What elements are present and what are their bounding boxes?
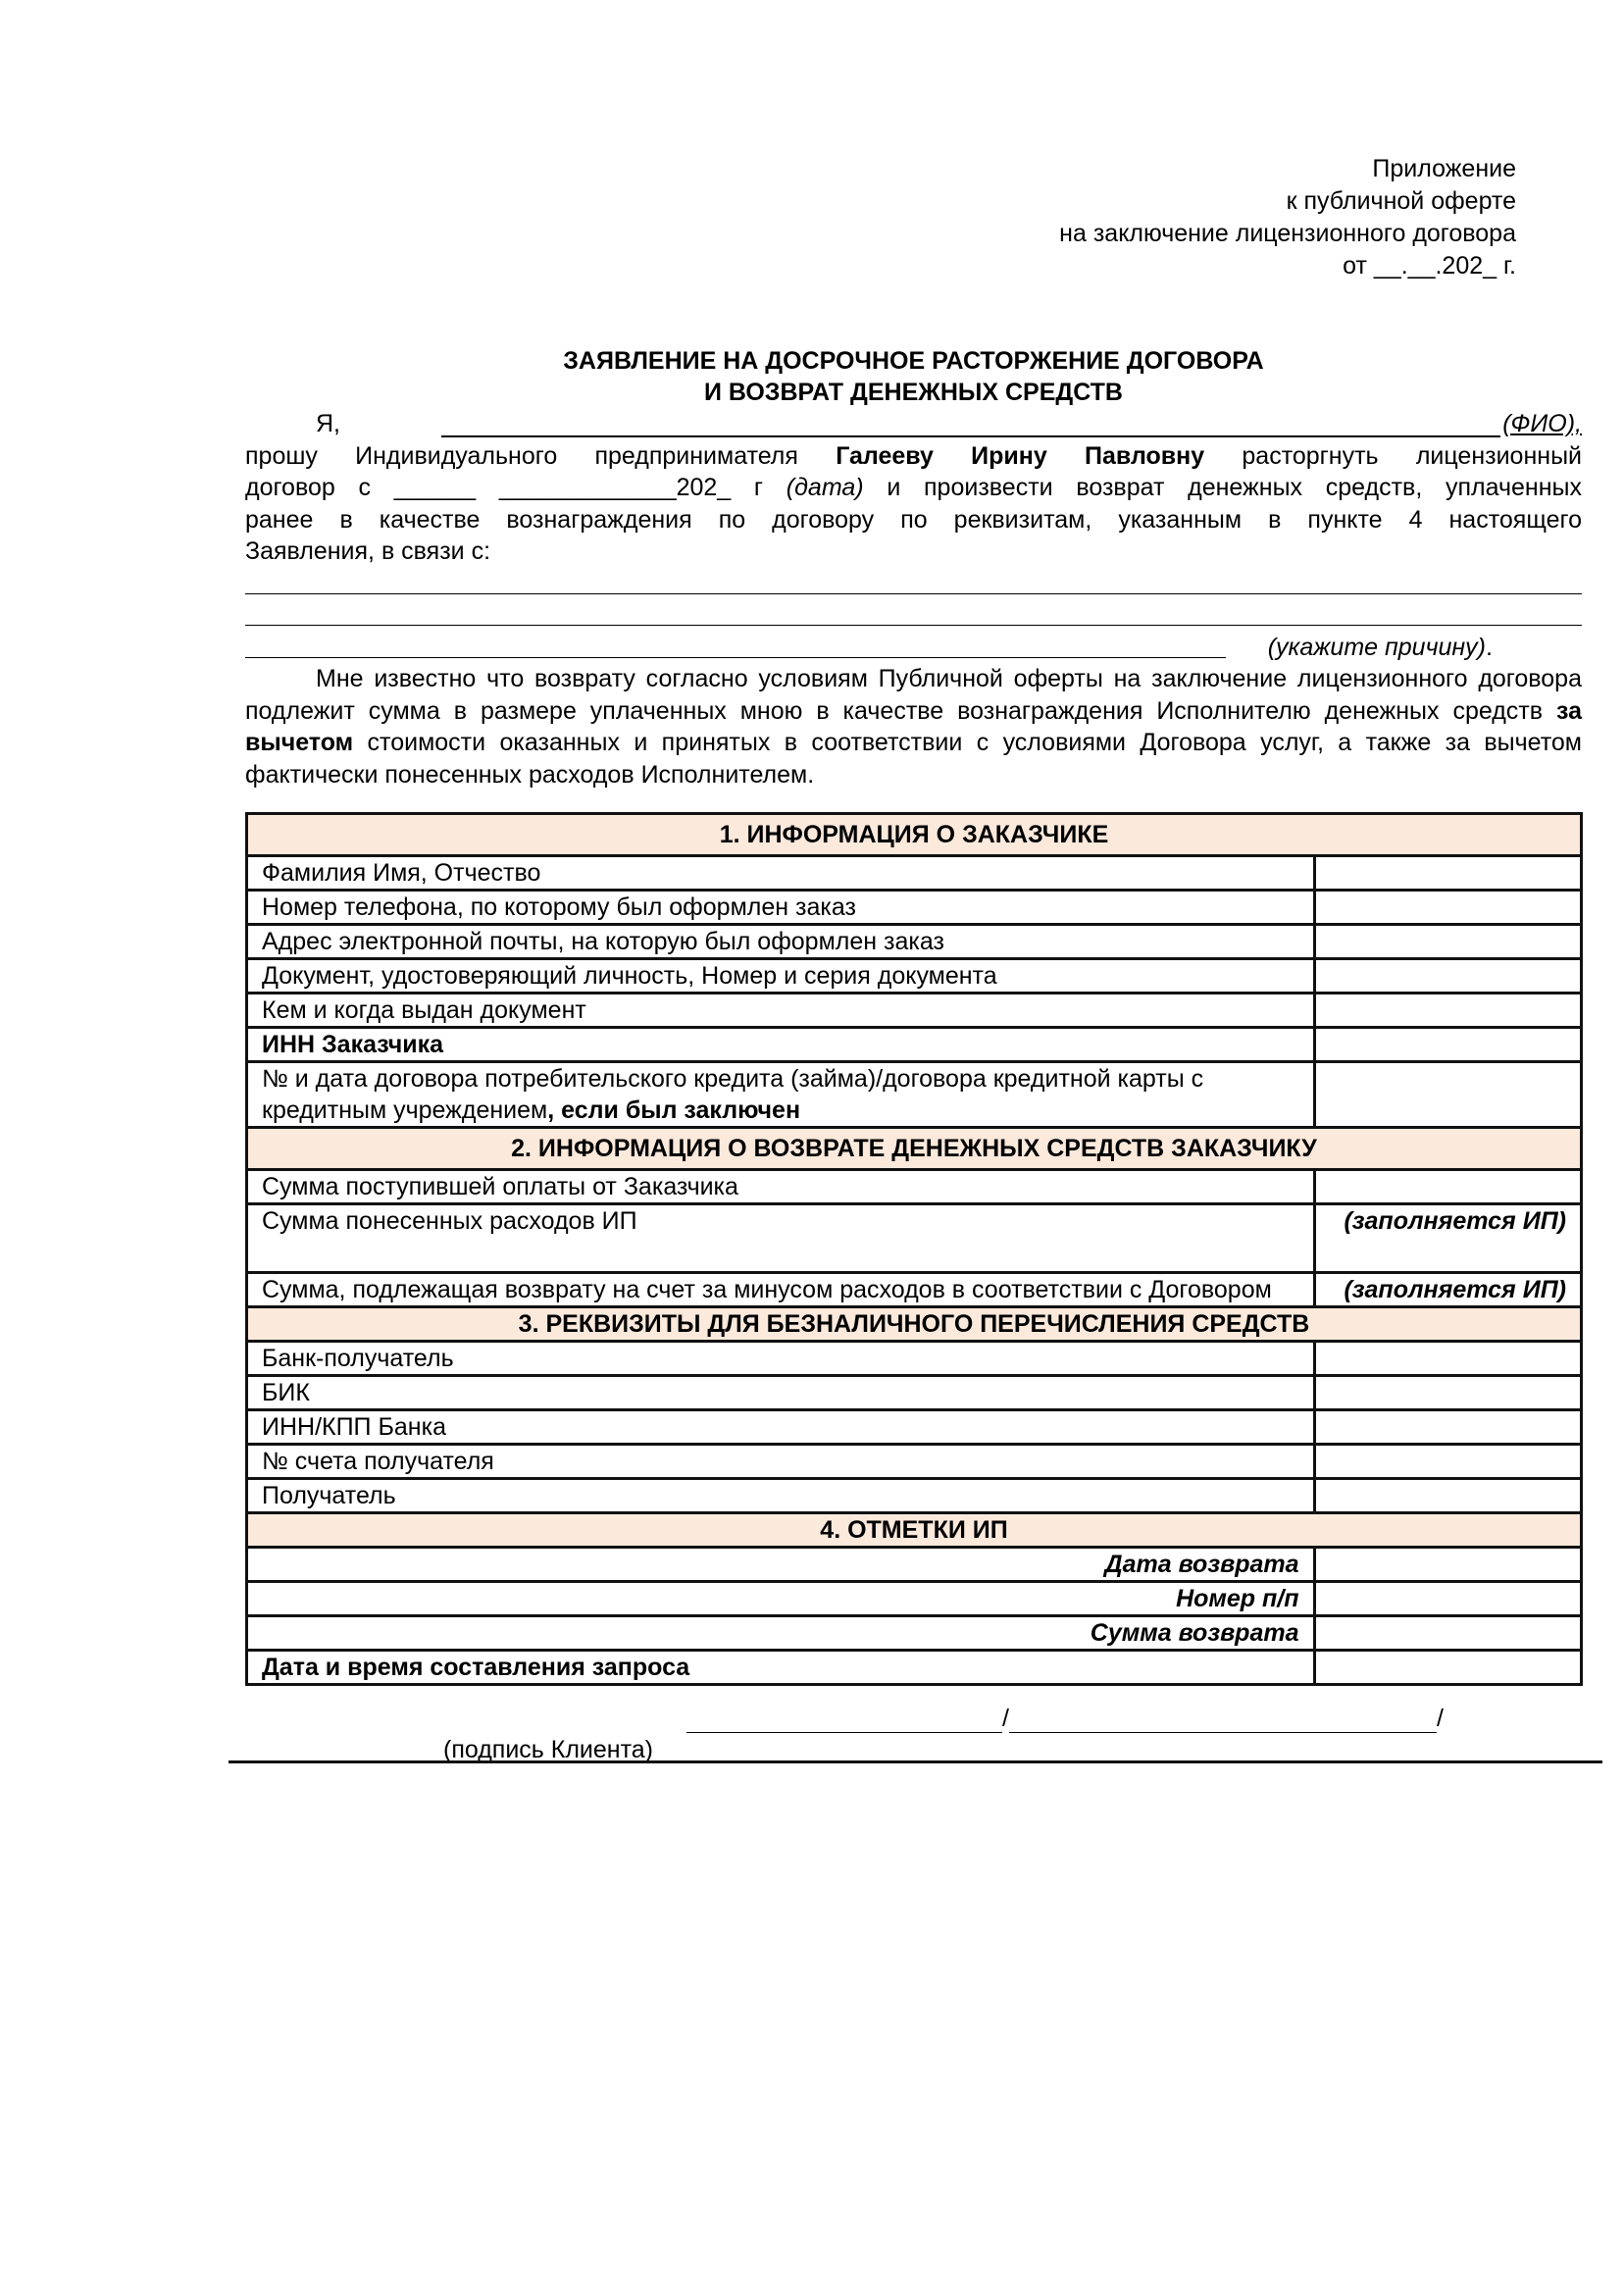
section-title: 4. ОТМЕТКИ ИП [247,1513,1582,1548]
row-label: Банк-получатель [247,1342,1315,1376]
text: стоимости оказанных и принятых в соответствии с условиями Договора услуг, а также за вычетом фактически понесенных расходов Исполнителем. [245,729,1582,789]
table-row [247,1170,1582,1204]
section-1-header [247,814,1582,856]
row-value[interactable] [1314,1616,1582,1651]
request-datetime-value[interactable] [1314,1651,1582,1685]
fio-line [245,408,1582,440]
annex-line-1: Приложение [1372,155,1516,182]
row-label: Сумма, подлежащая возврату на счет за минусом расходов в соответствии с Договором [247,1273,1315,1307]
row-value: (заполняется ИП) [1314,1273,1582,1307]
request-line-2 [245,472,1582,504]
table-row [247,994,1582,1028]
row-value[interactable] [1314,1410,1582,1445]
request-datetime-label: Дата и время составления запроса [247,1651,1315,1685]
row-value[interactable] [1314,1445,1582,1479]
title-line-2: И ВОЗВРАТ ДЕНЕЖНЫХ СРЕДСТВ [704,379,1123,406]
row-value[interactable] [1314,925,1582,959]
section-4-header [247,1513,1582,1548]
annex-line-3: на заключение лицензионного договора [1059,220,1516,247]
table-row [247,1028,1582,1062]
row-label: Дата возврата [247,1548,1315,1582]
table-row [247,891,1582,925]
row-label: Сумма возврата [247,1616,1315,1651]
signature-name-field[interactable] [1009,1707,1437,1733]
row-label: № счета получателя [247,1445,1315,1479]
table-row [247,1582,1582,1616]
table-row [247,1376,1582,1410]
section-title: 1. ИНФОРМАЦИЯ О ЗАКАЗЧИКЕ [247,814,1582,856]
table-row [247,1445,1582,1479]
annex-line-2: к публичной оферте [1286,187,1516,215]
bottom-divider [228,1760,1602,1763]
section-2-header [247,1128,1582,1170]
reason-input-1[interactable] [245,568,1582,600]
annex-header [1059,153,1516,282]
title-line-1: ЗАЯВЛЕНИЕ НА ДОСРОЧНОЕ РАСТОРЖЕНИЕ ДОГОВОРА [563,347,1264,375]
underline [245,657,1226,658]
table-row [247,1410,1582,1445]
reason-period: . [1486,633,1493,661]
row-label: Кем и когда выдан документ [247,994,1315,1028]
fio-input[interactable] [441,408,1582,437]
row-label: Сумма понесенных расходов ИП [247,1204,1315,1273]
underline [245,625,1582,626]
row-label: Получатель [247,1479,1315,1513]
underline [245,593,1582,594]
table-row [247,925,1582,959]
section-title: 2. ИНФОРМАЦИЯ О ВОЗВРАТЕ ДЕНЕЖНЫХ СРЕДСТВ ЗАКАЗЧИКУ [247,1128,1582,1170]
table-row [247,959,1582,994]
row-value[interactable] [1314,856,1582,891]
row-label: ИНН Заказчика [247,1028,1315,1062]
section-title: 3. РЕКВИЗИТЫ ДЛЯ БЕЗНАЛИЧНОГО ПЕРЕЧИСЛЕНИЯ СРЕДСТВ [247,1307,1582,1342]
contract-date-field[interactable]: договор с ______ _____________202_ г [245,474,787,501]
table-row [247,1616,1582,1651]
annex-line-4: от __.__.202_ г. [1343,252,1516,280]
table-row [247,1273,1582,1307]
row-label: Документ, удостоверяющий личность, Номер и серия документа [247,959,1315,994]
row-label: ИНН/КПП Банка [247,1410,1315,1445]
signature-separator-end: / [1436,1705,1444,1732]
request-line-3: ранее в качестве вознаграждения по договору по реквизитам, указанным в пункте 4 настоящего [245,505,1582,534]
signature-field[interactable] [686,1707,1002,1733]
row-value[interactable] [1314,891,1582,925]
table-row [247,1479,1582,1513]
document-title [245,345,1582,408]
row-value[interactable] [1314,1342,1582,1376]
signature-caption: (подпись Клиента) [443,1736,654,1763]
row-value[interactable] [1314,959,1582,994]
reason-input-2[interactable] [245,599,1582,632]
row-value[interactable] [1314,1376,1582,1410]
table-row [247,1651,1582,1685]
table-row [247,1342,1582,1376]
signature-line [686,1705,1444,1733]
date-hint: (дата) [786,474,864,501]
row-label: Сумма поступившей оплаты от Заказчика [247,1170,1315,1204]
row-label: Номер телефона, по которому был оформлен заказ [247,891,1315,925]
row-label: Адрес электронной почты, на которую был оформлен заказ [247,925,1315,959]
text: прошу Индивидуального предпринимателя [245,441,837,470]
row-value[interactable] [1314,1582,1582,1616]
row-value[interactable] [1314,1170,1582,1204]
table-row [247,1548,1582,1582]
text: расторгнуть лицензионный [1204,441,1582,470]
reason-hint: (укажите причину) [1267,633,1486,661]
application-form-table [245,812,1583,1686]
entrepreneur-name: Галееву Ирину Павловну [836,441,1205,470]
row-value[interactable] [1314,1062,1582,1128]
section-3-header [247,1307,1582,1342]
table-row [247,1062,1582,1128]
reason-input-3[interactable] [245,632,1582,664]
request-line-4: Заявления, в связи с: [245,537,491,565]
row-value[interactable] [1314,1548,1582,1582]
table-row [247,1204,1582,1273]
statement-body [245,408,1582,790]
text: и произвести возврат денежных средств, уплаченных [863,474,1582,501]
row-value[interactable] [1314,1028,1582,1062]
request-line-1 [245,440,1582,473]
text: Мне известно что возврату согласно условиям Публичной оферты на заключение лицензионного договора подлежит сумма в размере уплаченных мною в качестве вознаграждения Исполнителю денежных средств [245,665,1582,725]
signature-separator: / [1002,1705,1009,1732]
notice-bold: за вычетом [245,696,1582,756]
ya-label: Я, [316,410,340,437]
bold-text: , если был заключен [547,1096,801,1124]
table-row [247,856,1582,891]
row-value[interactable] [1314,1479,1582,1513]
row-value[interactable] [1314,994,1582,1028]
fio-label: (ФИО), [1500,408,1582,440]
row-label [247,1062,1315,1128]
row-value: (заполняется ИП) [1314,1204,1582,1273]
text: № и дата договора потребительского кредита (займа)/договора кредитной карты с кредитным учреждением [262,1065,1204,1124]
notice-paragraph [245,663,1582,790]
row-label: Номер п/п [247,1582,1315,1616]
row-label: Фамилия Имя, Отчество [247,856,1315,891]
row-label: БИК [247,1376,1315,1410]
